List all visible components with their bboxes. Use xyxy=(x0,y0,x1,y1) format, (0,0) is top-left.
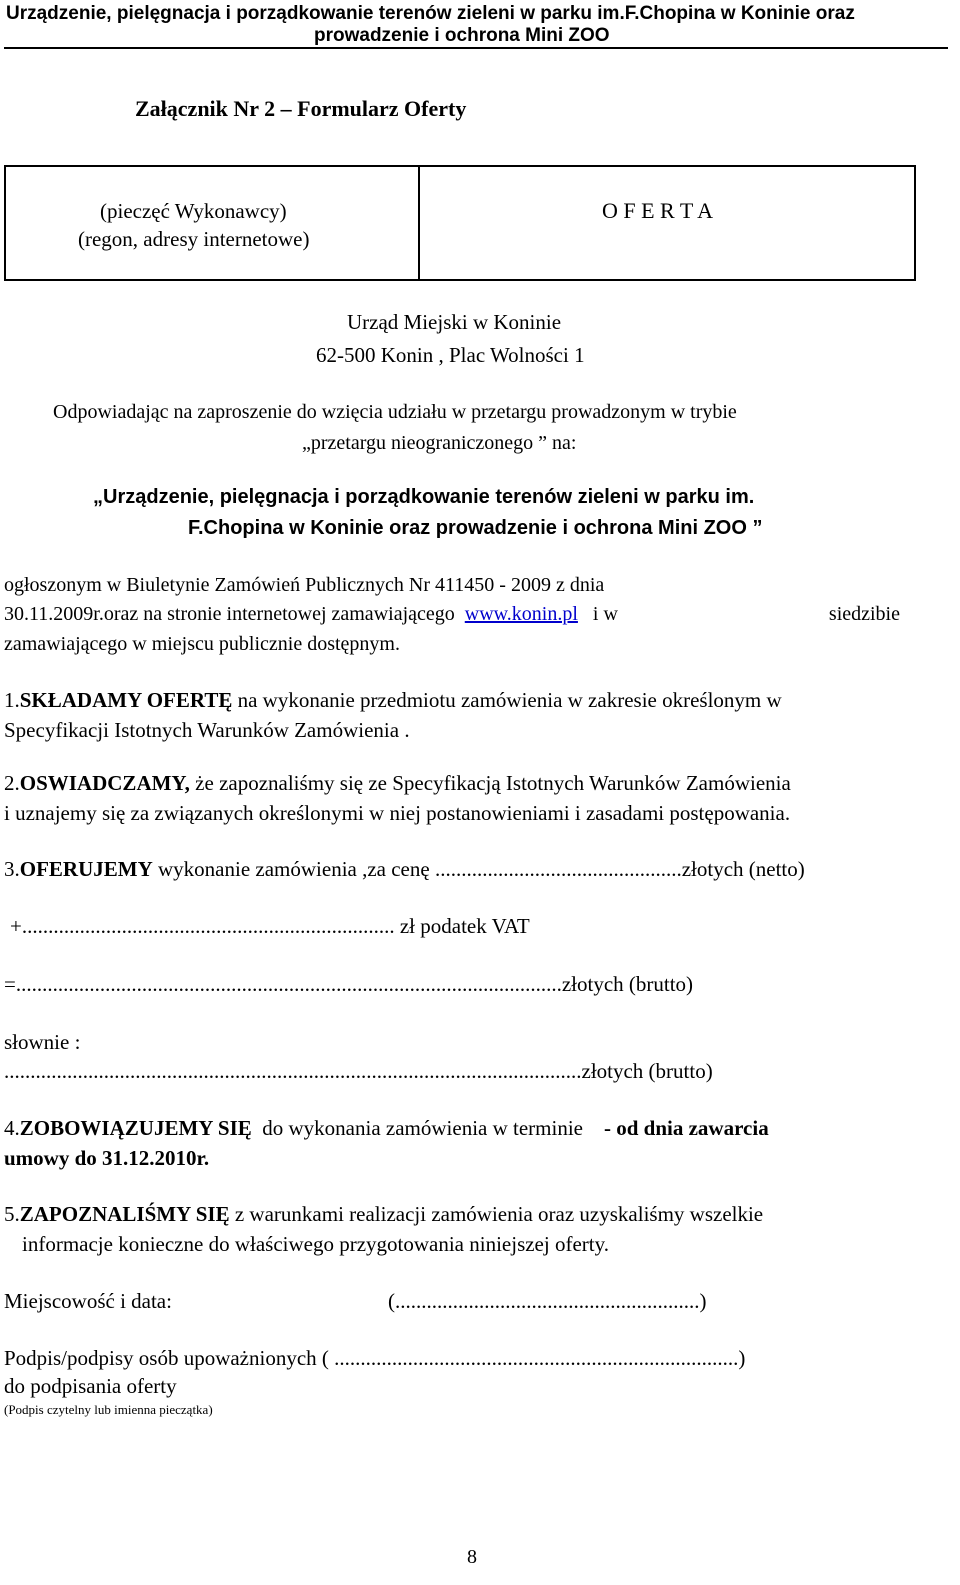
point-5-line2: informacje konieczne do właściwego przygotowania niniejszej oferty. xyxy=(22,1232,609,1256)
publication-end: siedzibie xyxy=(828,603,900,625)
publication-line2 xyxy=(4,603,900,626)
point-3-heading: OFERUJEMY xyxy=(19,857,153,881)
point-2 xyxy=(4,771,791,796)
vat-line: +....................................................................... zł podatek VAT xyxy=(10,914,530,938)
publication-line3: zamawiającego w miejscu publicznie dostępnym. xyxy=(4,633,400,655)
intro-line1: Odpowiadając na zaproszenie do wzięcia udziału w przetargu prowadzonym w trybie xyxy=(53,401,737,423)
point-4-line2: umowy do 31.12.2010r. xyxy=(4,1146,210,1170)
addressee-line2: 62-500 Konin , Plac Wolności 1 xyxy=(316,343,585,367)
publication-text: 30.11.2009r.oraz na stronie internetowej zamawiającego xyxy=(4,603,455,625)
addressee-line1: Urząd Miejski w Koninie xyxy=(347,310,562,334)
point-5-number: 5. xyxy=(4,1202,20,1226)
point-4-number: 4. xyxy=(4,1116,20,1140)
publication-line1: ogłoszonym w Biuletynie Zamówień Publicznych Nr 411450 - 2009 z dnia xyxy=(4,574,605,596)
point-3-number: 3. xyxy=(4,857,20,881)
place-date-label: Miejscowość i data: xyxy=(4,1289,172,1313)
point-5-text: z warunkami realizacji zamówienia oraz uzyskaliśmy wszelkie xyxy=(234,1202,764,1226)
stamp-label: (pieczęć Wykonawcy) xyxy=(100,199,287,223)
offer-heading: O F E R T A xyxy=(602,198,714,223)
stamp-box-divider xyxy=(418,167,420,279)
point-1-text: na wykonanie przedmiotu zamówienia w zakresie określonym w xyxy=(237,688,782,712)
point-2-heading: OSWIADCZAMY, xyxy=(19,771,190,795)
point-3 xyxy=(4,857,805,882)
point-3-text: wykonanie zamówienia ,za cenę ...............................................złotych (netto) xyxy=(158,857,805,881)
point-2-text: że zapoznaliśmy się ze Specyfikacją Istotnych Warunków Zamówienia xyxy=(195,771,791,795)
point-4-text: do wykonania zamówienia w terminie xyxy=(262,1116,583,1140)
attachment-title: Załącznik Nr 2 – Formularz Oferty xyxy=(135,96,467,121)
subject-line2: F.Chopina w Koninie oraz prowadzenie i ochrona Mini ZOO ” xyxy=(188,517,763,539)
point-1-line2: Specyfikacji Istotnych Warunków Zamówienia . xyxy=(4,718,410,742)
signature-note: (Podpis czytelny lub imienna pieczątka) xyxy=(4,1402,213,1417)
brutto-line: =........................................................................................................złotych (brutto) xyxy=(4,972,694,996)
subject-line1: „Urządzenie, pielęgnacja i porządkowanie terenów zieleni w parku im. xyxy=(93,486,755,508)
point-2-line2: i uznajemy się za związanych określonymi w niej postanowieniami i zasadami postępowania. xyxy=(4,801,791,825)
point-1-number: 1. xyxy=(4,688,20,712)
point-4-term: - od dnia zawarcia xyxy=(604,1116,769,1140)
place-date-field: (..........................................................) xyxy=(388,1289,707,1313)
point-4 xyxy=(4,1116,769,1141)
point-1 xyxy=(4,688,782,713)
konin-website-link[interactable]: www.konin.pl xyxy=(464,603,578,625)
point-1-heading: SKŁADAMY OFERTĘ xyxy=(19,688,233,712)
point-5-heading: ZAPOZNALIŚMY SIĘ xyxy=(19,1202,230,1226)
header-title-line2: prowadzenie i ochrona Mini ZOO xyxy=(314,25,610,46)
point-5 xyxy=(4,1202,763,1227)
in-words-label: słownie : xyxy=(4,1030,81,1054)
signature-line: Podpis/podpisy osób upoważnionych ( .............................................................................) xyxy=(4,1346,746,1370)
regon-label: (regon, adresy internetowe) xyxy=(78,227,310,251)
stamp-box xyxy=(4,165,916,281)
in-words-line: ..............................................................................................................złotych (brutto) xyxy=(4,1059,713,1083)
signature-line2: do podpisania oferty xyxy=(4,1374,177,1398)
point-4-heading: ZOBOWIĄZUJEMY SIĘ xyxy=(19,1116,252,1140)
publication-mid: i w xyxy=(592,603,618,625)
page-number: 8 xyxy=(467,1546,477,1568)
header-title-line1: Urządzenie, pielęgnacja i porządkowanie terenów zieleni w parku im.F.Chopina w Koninie oraz xyxy=(6,3,855,24)
intro-line2: „przetargu nieograniczonego ” na: xyxy=(302,432,577,454)
header-rule xyxy=(4,47,948,49)
point-2-number: 2. xyxy=(4,771,20,795)
